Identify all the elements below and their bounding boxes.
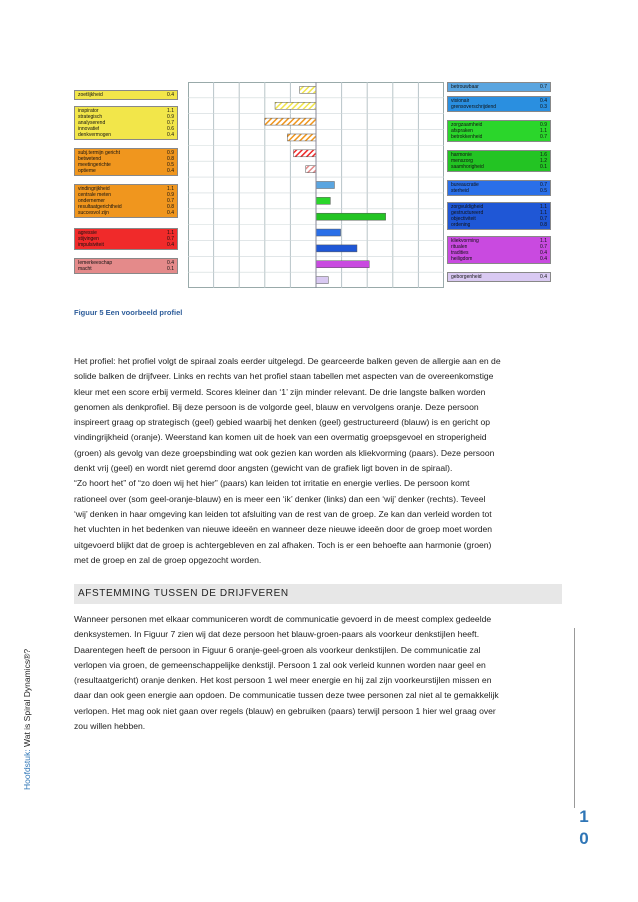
aspect-row bbox=[448, 104, 550, 110]
aspect-label: zoetlijkheid bbox=[78, 92, 103, 98]
aspect-table bbox=[447, 202, 551, 230]
drive-bar bbox=[316, 245, 357, 252]
aspect-table bbox=[74, 258, 178, 274]
aspect-label: macht bbox=[78, 266, 92, 272]
aspect-table bbox=[447, 272, 551, 282]
aspect-label: innovatief bbox=[78, 126, 100, 132]
aspect-table bbox=[74, 228, 178, 250]
page-number-digit-1: 1 bbox=[579, 807, 589, 826]
aspect-score: 0.9 bbox=[167, 150, 174, 156]
aspect-label: saamhorigheid bbox=[451, 164, 484, 170]
aspect-score: 0.7 bbox=[540, 84, 547, 90]
aspect-label: ordening bbox=[451, 222, 471, 228]
aspect-row bbox=[448, 256, 550, 262]
aspect-table bbox=[74, 148, 178, 176]
aspect-label: succesvol zijn bbox=[78, 210, 109, 216]
text-line: kleur met een score erbij vermeld. Scores kleiner dan ‘1’ zijn minder relevant. De drie langste balken worden bbox=[74, 386, 486, 397]
aspect-table bbox=[447, 96, 551, 112]
aspect-score: 1.2 bbox=[540, 158, 547, 164]
aspect-label: impulsiviteit bbox=[78, 242, 104, 248]
aspect-label: ritualen bbox=[451, 244, 468, 250]
text-line: verlopen. Het mag ook niet gaan over regels (blauw) en gebruiken (paars) terwijl persoon 1 hier wel graag over bbox=[74, 705, 496, 716]
aspect-label: centrale meten bbox=[78, 192, 112, 198]
aspect-score: 0.8 bbox=[540, 222, 547, 228]
aspect-row bbox=[448, 164, 550, 170]
aspect-label: optieme bbox=[78, 168, 96, 174]
allergy-bar bbox=[265, 118, 316, 125]
text-line: Het profiel: het profiel volgt de spiraal zoals eerder uitgelegd. De gearceerde balken geven de allergie aan en de bbox=[74, 356, 501, 366]
aspect-label: sterheid bbox=[451, 188, 469, 194]
text-line: het vluchten in het bedenken van nieuwe ideeën en wanneer deze nieuwe ideeën door de groep moet worden bbox=[74, 524, 493, 535]
drive-bar bbox=[316, 229, 341, 236]
aspect-score: 0.9 bbox=[167, 192, 174, 198]
text-line: uitgevoerd blijkt dat de groep is achtergebleven en zal afhaken. Toch is er een behoefte aan harmonie (groen) bbox=[74, 539, 492, 550]
aspect-score: 1.1 bbox=[167, 186, 174, 192]
aspect-score: 0.4 bbox=[540, 98, 547, 104]
aspect-score: 0.4 bbox=[167, 210, 174, 216]
aspect-row bbox=[75, 266, 177, 272]
aspect-label: agressie bbox=[78, 230, 97, 236]
aspect-score: 1.1 bbox=[167, 108, 174, 114]
drive-bar bbox=[316, 277, 328, 284]
aspect-row bbox=[75, 132, 177, 138]
chapter-label: Hoofdstuk: bbox=[22, 749, 32, 790]
aspect-row bbox=[448, 222, 550, 228]
drive-bar bbox=[316, 213, 386, 220]
aspect-label: Iemerkeeschap bbox=[78, 260, 113, 266]
paragraph-profile bbox=[74, 354, 564, 568]
aspect-row bbox=[75, 168, 177, 174]
aspect-score: 0.9 bbox=[540, 122, 547, 128]
text-line: vindingrijkheid (oranje). Weerstand kan komen uit de hoek van een overmatig groepsgevoel en stroperigheid bbox=[74, 432, 487, 443]
aspect-label: kliekvorming bbox=[451, 238, 479, 244]
paragraph-afstemming bbox=[74, 612, 564, 734]
aspect-table bbox=[447, 120, 551, 142]
aspect-label: harmonie bbox=[451, 152, 472, 158]
section-heading: AFSTEMMING TUSSEN DE DRIJFVEREN bbox=[74, 584, 562, 604]
allergy-bar bbox=[300, 86, 316, 93]
aspect-label: objectiviteit bbox=[451, 216, 476, 222]
text-line: rationeel over (som geel-oranje-blauw) en is meer een ‘ik’ denker (links) dan een ‘wij’ denker (rechts). Teveel bbox=[74, 493, 486, 504]
aspect-label: inspirator bbox=[78, 108, 99, 114]
profile-bar-chart bbox=[188, 82, 444, 288]
aspect-score: 0.7 bbox=[540, 134, 547, 140]
aspect-table bbox=[447, 236, 551, 264]
aspect-label: grensoverschrijdend bbox=[451, 104, 497, 110]
aspect-score: 0.1 bbox=[540, 164, 547, 170]
aspect-score: 0.4 bbox=[540, 274, 547, 280]
aspect-label: menszorg bbox=[451, 158, 473, 164]
aspect-score: 0.7 bbox=[167, 120, 174, 126]
aspect-score: 1.1 bbox=[540, 204, 547, 210]
aspect-score: 0.4 bbox=[167, 168, 174, 174]
aspect-label: vindingrijkheid bbox=[78, 186, 110, 192]
page-number-digit-2: 0 bbox=[579, 829, 589, 848]
aspect-table bbox=[74, 184, 178, 218]
aspect-label: visionair bbox=[451, 98, 470, 104]
aspect-label: zorgzaamheid bbox=[451, 122, 483, 128]
aspect-row bbox=[448, 188, 550, 194]
aspect-label: ondernemer bbox=[78, 198, 105, 204]
sidebar-divider bbox=[574, 628, 575, 808]
aspect-score: 1.1 bbox=[540, 210, 547, 216]
aspect-row bbox=[448, 134, 550, 140]
text-line: verlopen via groen, de gemeenschappelijke denkstijl. Persoon 1 zal ook verleid kunnen worden naar geel en bbox=[74, 659, 486, 670]
text-line: genomen als denkprofiel. Bij deze persoon is de volgorde geel, blauw en vervolgens oranje. Deze persoon bbox=[74, 401, 479, 412]
figure-caption: Figuur 5 Een voorbeeld profiel bbox=[74, 308, 183, 317]
aspect-label: gestructureerd bbox=[451, 210, 484, 216]
aspect-score: 0.4 bbox=[167, 242, 174, 248]
aspect-score: 0.6 bbox=[167, 126, 174, 132]
text-line: (groen) als gevolg van deze groepsbinding wat ook gezien kan worden als kliekvorming (paars). Deze persoon bbox=[74, 447, 495, 458]
aspect-score: 0.5 bbox=[540, 188, 547, 194]
aspect-score: 0.7 bbox=[540, 216, 547, 222]
sidebar-chapter-text bbox=[22, 649, 32, 790]
aspect-score: 0.4 bbox=[167, 92, 174, 98]
aspect-label: subj.termijn gericht bbox=[78, 150, 120, 156]
aspect-table bbox=[447, 150, 551, 172]
aspect-score: 0.7 bbox=[167, 236, 174, 242]
page-number bbox=[574, 806, 594, 850]
aspect-table bbox=[447, 180, 551, 196]
aspect-label: tradities bbox=[451, 250, 469, 256]
allergy-bar bbox=[275, 102, 316, 109]
aspect-row bbox=[448, 274, 550, 280]
text-line: met de groep en zal de groep opgezocht worden. bbox=[74, 554, 262, 565]
drive-bar bbox=[316, 197, 330, 204]
drive-bar bbox=[316, 261, 369, 268]
aspect-label: analyserend bbox=[78, 120, 106, 126]
aspect-table bbox=[74, 106, 178, 140]
text-line: inspireert graag op strategisch (geel) gebied waarbij het denken (geel) gestructureerd (blauw) is en gericht op bbox=[74, 417, 491, 428]
aspect-label: zorgvuldigheid bbox=[451, 204, 484, 210]
text-line: solide balken de drijfveer. Links en rechts van het profiel staan tabellen met aspecten van de overeenkomstige bbox=[74, 371, 494, 382]
aspect-score: 0.4 bbox=[167, 132, 174, 138]
aspect-score: 1.6 bbox=[540, 152, 547, 158]
profile-figure bbox=[74, 82, 550, 288]
aspect-label: resultaatgerichtheid bbox=[78, 204, 122, 210]
aspect-label: geborgenheid bbox=[451, 274, 482, 280]
aspect-label: meetingerichte bbox=[78, 162, 111, 168]
text-line: ‘wij’ denken in haar omgeving kan leiden tot afsluiting van de rest van de groep. Ze kan dan verleid worden tot bbox=[74, 508, 492, 519]
text-line: daar dan ook geen energie aan opdoen. De communicatie tussen deze twee personen zal niet al te gemakkelijk bbox=[74, 690, 499, 701]
aspect-label: heiligdom bbox=[451, 256, 473, 262]
sidebar-chapter bbox=[4, 560, 40, 810]
aspect-score: 0.4 bbox=[540, 250, 547, 256]
aspect-label: betrokkenheid bbox=[451, 134, 483, 140]
aspect-table bbox=[447, 82, 551, 92]
aspect-score: 1.1 bbox=[167, 230, 174, 236]
text-line: zou willen hebben. bbox=[74, 721, 146, 732]
aspect-score: 0.8 bbox=[167, 156, 174, 162]
aspect-score: 0.3 bbox=[540, 104, 547, 110]
aspect-table bbox=[74, 90, 178, 100]
aspect-label: strategisch bbox=[78, 114, 103, 120]
allergy-bar bbox=[293, 150, 316, 157]
aspect-label: betrouwbaar bbox=[451, 84, 479, 90]
aspect-label: denkvermogen bbox=[78, 132, 112, 138]
drive-bar bbox=[316, 182, 334, 189]
aspect-label: afspraken bbox=[451, 128, 473, 134]
allergy-bar bbox=[287, 134, 316, 141]
text-line: (resultaatgericht) oranje denken. Het kost persoon 1 wel meer energie en hij zal zijn voorkeurstijlen missen en bbox=[74, 675, 492, 686]
aspect-label: bureaucratie bbox=[451, 182, 479, 188]
text-line: denkt vrij (geel) en wordt niet geremd door angsten (gewicht van de grafiek ligt boven in de spiraal). bbox=[74, 463, 453, 474]
aspect-score: 0.4 bbox=[167, 260, 174, 266]
aspect-row bbox=[448, 84, 550, 90]
aspect-label: stijvingen bbox=[78, 236, 99, 242]
aspect-score: 0.7 bbox=[167, 198, 174, 204]
aspect-label: betwetend bbox=[78, 156, 102, 162]
aspect-row bbox=[75, 92, 177, 98]
aspect-score: 1.1 bbox=[540, 128, 547, 134]
aspect-score: 0.4 bbox=[540, 256, 547, 262]
aspect-row bbox=[75, 210, 177, 216]
aspect-score: 0.9 bbox=[167, 114, 174, 120]
chapter-title: Wat is Spiral Dynamics®? bbox=[22, 648, 32, 747]
text-line: denksystemen. In Figuur 7 zien wij dat deze persoon het blauw-groen-paars als voorkeur denkstijlen heeft. bbox=[74, 629, 480, 640]
aspect-score: 0.7 bbox=[540, 182, 547, 188]
aspect-score: 1.1 bbox=[540, 238, 547, 244]
aspect-score: 0.1 bbox=[167, 266, 174, 272]
aspect-score: 0.7 bbox=[540, 244, 547, 250]
aspect-score: 0.8 bbox=[167, 204, 174, 210]
aspect-row bbox=[75, 242, 177, 248]
aspect-score: 0.5 bbox=[167, 162, 174, 168]
text-line: Daarentegen heeft de persoon in Figuur 6 oranje-geel-groen als voorkeur denkstijlen. De communicatie zal bbox=[74, 644, 481, 655]
allergy-bar bbox=[306, 166, 316, 173]
text-line: “Zo hoort het” of “zo doen wij het hier” (paars) kan leiden tot irritatie en energie verlies. De persoon komt bbox=[74, 478, 470, 489]
text-line: Wanneer personen met elkaar communiceren wordt de communicatie gevoerd in de meest complex gedeelde bbox=[74, 614, 492, 624]
